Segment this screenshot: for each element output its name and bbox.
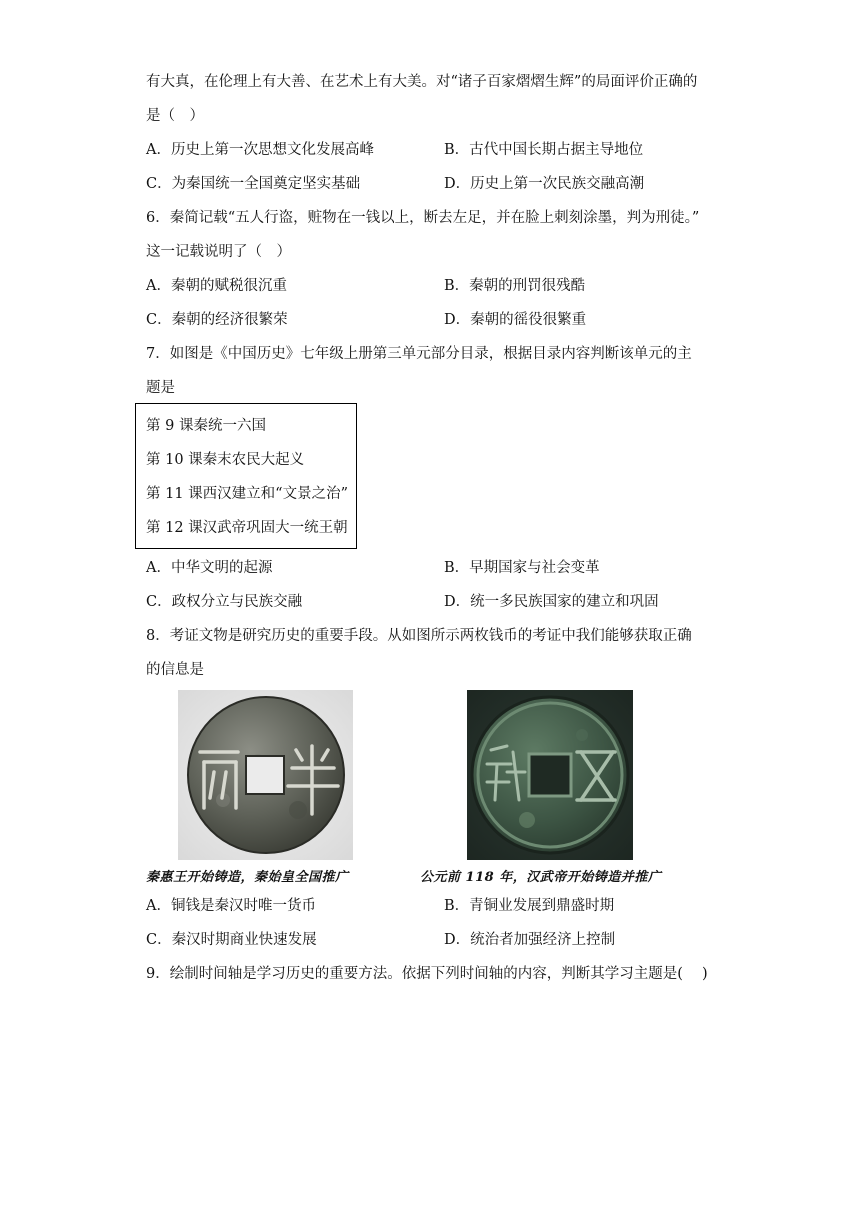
toc-lesson-10: 第 10 课秦末农民大起义 bbox=[146, 452, 305, 468]
coin-image-wuzhu bbox=[467, 690, 633, 860]
banliang-coin-illustration bbox=[178, 690, 353, 860]
q8-stem-line2: 的信息是 bbox=[146, 662, 204, 678]
q7-option-d: D．统一多民族国家的建立和巩固 bbox=[444, 594, 659, 610]
q7-option-c: C．政权分立与民族交融 bbox=[146, 594, 303, 610]
toc-lesson-12: 第 12 课汉武帝巩固大一统王朝 bbox=[146, 520, 348, 536]
q6-option-a: A．秦朝的赋税很沉重 bbox=[146, 278, 287, 294]
q5-option-a: A．历史上第一次思想文化发展高峰 bbox=[146, 142, 374, 158]
q8-option-c: C．秦汉时期商业快速发展 bbox=[146, 932, 317, 948]
q5-stem-line1: 有大真，在伦理上有大善、在艺术上有大美。对“诸子百家熠熠生辉”的局面评价正确的 bbox=[146, 74, 698, 90]
q6-stem-line2: 这一记载说明了（ ） bbox=[146, 244, 291, 260]
q5-option-c: C．为秦国统一全国奠定坚实基础 bbox=[146, 176, 361, 192]
toc-lesson-11: 第 11 课西汉建立和“文景之治” bbox=[146, 486, 348, 502]
wuzhu-coin-illustration bbox=[467, 690, 633, 860]
q8-option-a: A．铜钱是秦汉时唯一货币 bbox=[146, 898, 316, 914]
q6-option-d: D．秦朝的徭役很繁重 bbox=[444, 312, 587, 328]
coin-image-banliang bbox=[178, 690, 353, 860]
q7-stem-line2: 题是 bbox=[146, 380, 175, 396]
q7-option-a: A．中华文明的起源 bbox=[146, 560, 273, 576]
q8-option-b: B．青铜业发展到鼎盛时期 bbox=[444, 898, 615, 914]
q6-option-c: C．秦朝的经济很繁荣 bbox=[146, 312, 288, 328]
q6-option-b: B．秦朝的刑罚很残酷 bbox=[444, 278, 586, 294]
coin-caption-banliang: 秦惠王开始铸造，秦始皇全国推广 bbox=[146, 870, 349, 885]
q6-stem-line1: 6．秦简记载“五人行盗，赃物在一钱以上，断去左足，并在脸上刺刻涂墨，判为刑徒。” bbox=[146, 210, 700, 226]
q5-option-d: D．历史上第一次民族交融高潮 bbox=[444, 176, 645, 192]
q7-option-b: B．早期国家与社会变革 bbox=[444, 560, 600, 576]
q8-option-d: D．统治者加强经济上控制 bbox=[444, 932, 616, 948]
q7-stem-line1: 7．如图是《中国历史》七年级上册第三单元部分目录，根据目录内容判断该单元的主 bbox=[146, 346, 692, 362]
q5-stem-line2: 是（ ） bbox=[146, 108, 204, 124]
q9-stem: 9．绘制时间轴是学习历史的重要方法。依据下列时间轴的内容，判断其学习主题是( ) bbox=[146, 966, 708, 982]
q7-table-of-contents bbox=[135, 403, 357, 549]
q8-stem-line1: 8．考证文物是研究历史的重要手段。从如图所示两枚钱币的考证中我们能够获取正确 bbox=[146, 628, 692, 644]
toc-lesson-9: 第 9 课秦统一六国 bbox=[146, 418, 266, 434]
q5-option-b: B．古代中国长期占据主导地位 bbox=[444, 142, 644, 158]
coin-caption-wuzhu: 公元前 118 年，汉武帝开始铸造并推广 bbox=[420, 870, 662, 885]
